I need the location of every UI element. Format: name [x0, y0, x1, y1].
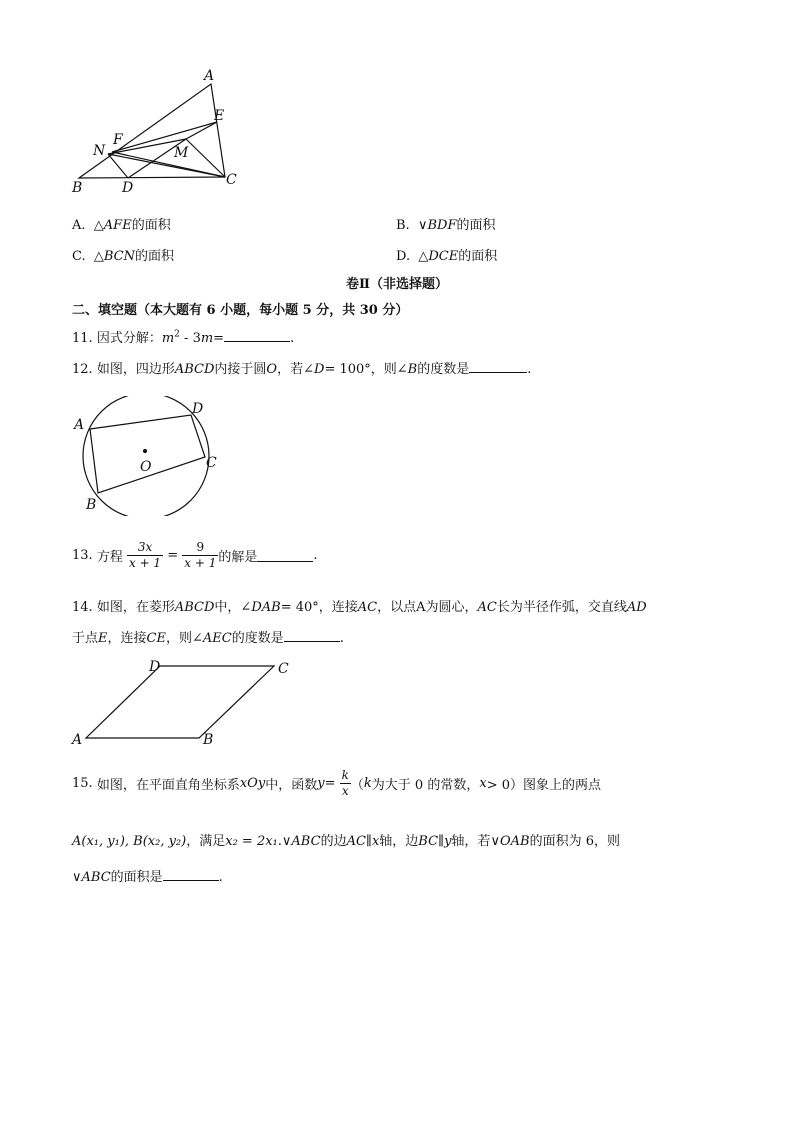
label-e: E: [214, 108, 225, 124]
question-14-line2: 于点E，连接CE，则∠AEC的度数是 .: [72, 631, 344, 646]
question-12: 12. 如图，四边形ABCD内接于圆O，若∠D= 100°，则∠B的度数是 .: [72, 362, 532, 377]
figure-circle-o: [66, 396, 226, 516]
label-m: M: [174, 145, 189, 161]
figure-rhombus: [66, 654, 306, 750]
label-n: N: [93, 143, 106, 159]
answer-blank-12[interactable]: [469, 360, 527, 373]
label-f: F: [113, 132, 123, 148]
segment-mc: [186, 139, 225, 177]
center-dot: [144, 450, 147, 453]
label-b: B: [72, 180, 83, 196]
label-b: B: [86, 497, 97, 513]
answer-blank-15[interactable]: [163, 868, 219, 881]
answer-blank-13[interactable]: [257, 549, 313, 562]
question-11: 11. 因式分解：$m^2 - 3m=$ .: [72, 329, 295, 346]
segment-fe: [112, 122, 217, 152]
label-d: D: [192, 401, 204, 417]
question-15-line3: ∨ABC的面积是 .: [72, 870, 223, 885]
label-c: C: [278, 661, 289, 677]
question-15-line2: A(x₁, y₁), B(x₂, y₂)，满足x₂ = 2x₁.∨ABC的边AC∥x轴，边BC∥y轴，若∨OAB的面积为 6，则: [72, 834, 620, 849]
answer-blank-11[interactable]: [224, 329, 290, 342]
label-a: A: [204, 68, 215, 84]
option-a[interactable]: A. △AFE的面积: [72, 218, 171, 233]
question-15-line1: 15. 如图，在平面直角坐标系xOy中，函数y= $\frac{k}{x}$ （k为大于 0 的常数，x> 0）图象上的两点: [72, 768, 601, 798]
label-d: D: [122, 180, 134, 196]
label-a: A: [74, 417, 85, 433]
triangle-abc: [79, 84, 225, 178]
label-a: A: [72, 732, 83, 748]
question-14-line1: 14. 如图，在菱形ABCD中，∠DAB= 40°，连接AC，以点A为圆心，AC长为半径作弧，交直线AD: [72, 600, 647, 615]
section-title: 卷Ⅱ（非选择题）: [346, 277, 448, 292]
option-d[interactable]: D. △DCE的面积: [396, 249, 498, 264]
fraction-k-over-x: $\frac{k}{x}$: [341, 768, 349, 798]
segment-me: [186, 122, 217, 139]
label-o: O: [140, 459, 152, 475]
segment-nc: [108, 154, 225, 177]
label-b: B: [203, 732, 214, 748]
fraction-right: $\frac{9}{x + 1}$: [184, 540, 217, 570]
fraction-left: $\frac{3x}{x + 1}$: [128, 540, 162, 570]
label-c: C: [206, 455, 217, 471]
label-d: D: [149, 659, 161, 675]
label-c: C: [226, 172, 237, 188]
question-13: 13. 方程 $\frac{3x}{x + 1}$ = $\frac{9}{x + 1}$ 的解是 .: [72, 540, 318, 570]
option-c[interactable]: C. △BCN的面积: [72, 249, 175, 264]
answer-blank-14[interactable]: [284, 629, 340, 642]
rhombus-abcd: [86, 666, 274, 738]
quadrilateral-abcd: [90, 415, 205, 493]
circle-o: [83, 396, 209, 516]
option-b[interactable]: B. ∨BDF的面积: [396, 218, 496, 233]
part2-heading: 二、填空题（本大题有 6 小题，每小题 5 分，共 30 分）: [72, 303, 409, 318]
figure-triangle-abc: [60, 62, 260, 197]
